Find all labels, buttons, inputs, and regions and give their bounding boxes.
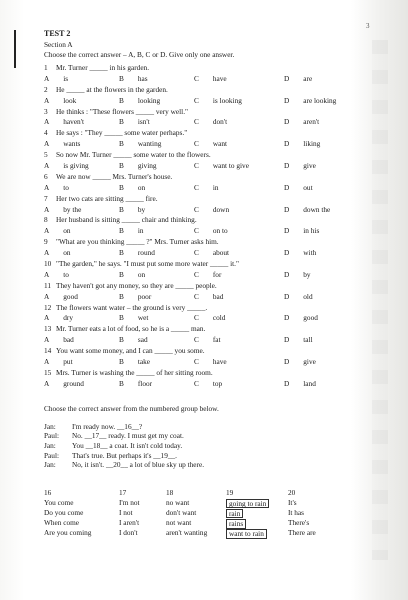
option-d	[284, 206, 330, 213]
option-a	[44, 184, 69, 191]
option-letter: A	[44, 270, 50, 279]
option-c	[194, 140, 227, 147]
option-text: is	[63, 74, 69, 83]
option-a	[44, 97, 76, 104]
table-cell: I don't	[119, 528, 138, 538]
option-d	[284, 227, 319, 234]
option-text: liking	[303, 140, 321, 149]
option-text: by	[137, 205, 146, 214]
option-letter: B	[119, 118, 124, 127]
option-letter: D	[284, 249, 290, 258]
table-cell: don't want	[166, 508, 197, 518]
option-text: want	[212, 140, 228, 149]
question-text: The flowers want water – the ground is very _____.	[56, 303, 208, 312]
question-number: 11	[44, 281, 52, 290]
test-content	[44, 30, 366, 540]
option-a	[44, 227, 71, 234]
option-text: ground	[63, 379, 84, 388]
option-text: want to give	[212, 162, 249, 171]
option-c	[194, 271, 221, 278]
question-number: 1	[44, 64, 48, 72]
question-stem	[44, 86, 366, 97]
answer-options	[44, 293, 366, 304]
option-a	[44, 380, 84, 387]
option-d	[284, 314, 318, 321]
option-d	[284, 140, 320, 147]
question-text: "The garden," he says. "I must put some more water _____ it."	[56, 260, 239, 269]
option-text: wanting	[137, 140, 162, 149]
answer-options	[44, 206, 366, 217]
question-number: 4	[44, 129, 48, 138]
option-text: giving	[137, 162, 157, 171]
option-text: give	[303, 358, 316, 367]
option-text: on	[63, 227, 71, 236]
option-d	[284, 162, 316, 169]
option-text: out	[303, 183, 313, 192]
question-stem	[44, 325, 366, 336]
option-b	[119, 293, 151, 300]
option-letter: C	[194, 162, 199, 171]
question-stem	[44, 216, 366, 227]
answer-options	[44, 140, 366, 151]
question-stem	[44, 304, 366, 315]
question-stem	[44, 64, 366, 75]
table-cell: aren't wanting	[166, 528, 208, 538]
option-c	[194, 249, 229, 256]
option-b	[119, 75, 148, 82]
option-d	[284, 75, 312, 82]
option-b	[119, 227, 144, 234]
option-letter: B	[119, 379, 124, 388]
answer-options	[44, 227, 366, 238]
option-letter: C	[194, 358, 199, 367]
option-text: with	[303, 249, 317, 258]
option-letter: C	[194, 336, 199, 345]
question-stem	[44, 195, 366, 206]
option-letter: C	[194, 314, 199, 323]
option-c	[194, 336, 221, 343]
option-d	[284, 271, 311, 278]
option-letter: C	[194, 140, 199, 149]
option-letter: A	[44, 96, 50, 105]
question-number: 10	[44, 260, 52, 269]
option-letter: C	[194, 118, 199, 127]
option-text: cold	[212, 314, 226, 323]
option-text: in his	[303, 227, 320, 236]
column-header: 16	[44, 487, 52, 497]
option-text: land	[303, 379, 316, 388]
option-a	[44, 293, 78, 300]
speaker-name: Jan:	[44, 460, 56, 470]
option-letter: C	[194, 205, 199, 214]
answer-options	[44, 380, 366, 391]
option-b	[119, 118, 150, 125]
answer-options	[44, 336, 366, 347]
option-text: bad	[212, 292, 224, 301]
speaker-name: Paul:	[44, 450, 59, 460]
question-text: He _____ at the flowers in the garden.	[56, 85, 168, 94]
option-b	[119, 314, 148, 321]
option-letter: D	[284, 183, 290, 192]
option-text: by	[303, 270, 311, 279]
option-letter: B	[119, 336, 124, 345]
option-letter: C	[194, 227, 199, 236]
table-cell: rains	[226, 519, 246, 528]
option-text: haven't	[63, 118, 85, 127]
option-a	[44, 358, 73, 365]
question-text: "What are you thinking _____ ?" Mrs. Turner asks him.	[56, 238, 219, 247]
option-c	[194, 184, 219, 191]
option-text: isn't	[137, 118, 150, 127]
dialogue-text: I'm ready now. __16__?	[72, 421, 143, 431]
option-letter: D	[284, 205, 290, 214]
option-text: don't	[212, 118, 228, 127]
question-text: They haven't got any money, so they are _____ people.	[56, 281, 217, 290]
question-text: Her two cats are sitting _____ fire.	[56, 194, 158, 203]
table-cell: Are you coming	[44, 528, 92, 538]
option-letter: A	[44, 205, 50, 214]
option-letter: B	[119, 183, 124, 192]
table-cell: want to rain	[226, 529, 267, 538]
option-b	[119, 162, 157, 169]
option-d	[284, 380, 316, 387]
question-stem	[44, 282, 366, 293]
question-stem	[44, 260, 366, 271]
option-a	[44, 140, 80, 147]
option-letter: A	[44, 314, 50, 323]
option-letter: D	[284, 379, 290, 388]
option-letter: B	[119, 292, 124, 301]
option-letter: D	[284, 336, 290, 345]
margin-pen-mark	[14, 30, 16, 68]
option-letter: B	[119, 162, 124, 171]
instruction-text: Choose the correct answer – A, B, C or D. Give only one answer.	[44, 50, 235, 59]
table-cell: I'm not	[119, 497, 140, 507]
dialogue-text: You __18__ a coat. It isn't cold today.	[72, 440, 183, 450]
option-text: is giving	[63, 162, 89, 171]
option-b	[119, 358, 150, 365]
option-letter: A	[44, 162, 50, 171]
option-text: put	[63, 358, 73, 367]
option-text: aren't	[303, 118, 320, 127]
table-cell: Do you come	[44, 508, 84, 518]
option-b	[119, 140, 161, 147]
column-header: 17	[119, 487, 127, 497]
option-letter: D	[284, 314, 290, 323]
option-a	[44, 314, 73, 321]
question-text: Mrs. Turner is washing the _____ of her sitting room.	[56, 368, 213, 377]
option-text: down the	[303, 205, 331, 214]
answer-options	[44, 358, 366, 369]
table-cell: It has	[288, 508, 305, 518]
option-letter: B	[119, 227, 124, 236]
option-text: are	[303, 74, 313, 83]
option-a	[44, 249, 71, 256]
option-a	[44, 206, 81, 213]
option-letter: B	[119, 270, 124, 279]
question-number: 14	[44, 347, 52, 356]
question-stem	[44, 173, 366, 184]
option-text: dry	[63, 314, 74, 323]
option-text: bad	[63, 336, 74, 345]
table-cell: not want	[166, 518, 192, 528]
option-a	[44, 162, 89, 169]
option-c	[194, 162, 249, 169]
question-stem	[44, 369, 366, 380]
question-number: 15	[44, 368, 52, 377]
option-text: has	[137, 74, 148, 83]
option-b	[119, 271, 145, 278]
speaker-name: Jan:	[44, 421, 56, 431]
option-text: wants	[63, 140, 81, 149]
option-letter: A	[44, 336, 50, 345]
option-letter: D	[284, 162, 290, 171]
instruction-text-2: Choose the correct answer from the numbered group below.	[44, 403, 219, 413]
option-b	[119, 336, 148, 343]
option-letter: D	[284, 227, 290, 236]
question-number: 12	[44, 303, 52, 312]
option-text: down	[212, 205, 230, 214]
question-stem	[44, 151, 366, 162]
option-text: old	[303, 292, 313, 301]
option-c	[194, 206, 229, 213]
answer-options	[44, 271, 366, 282]
question-number: 9	[44, 238, 48, 247]
page-number: 3	[366, 22, 370, 30]
speaker-name: Paul:	[44, 431, 59, 441]
option-letter: B	[119, 140, 124, 149]
option-text: fat	[212, 336, 221, 345]
option-d	[284, 293, 313, 300]
answer-options	[44, 162, 366, 173]
question-stem	[44, 108, 366, 119]
option-d	[284, 336, 313, 343]
dialogue-text: That's true. But perhaps it's __19__.	[72, 450, 177, 460]
column-header: 19	[226, 487, 234, 497]
question-stem	[44, 129, 366, 140]
question-text: He thinks : "These flowers _____ very well."	[56, 107, 189, 116]
option-c	[194, 118, 227, 125]
option-text: floor	[137, 379, 153, 388]
option-letter: C	[194, 249, 199, 258]
option-letter: D	[284, 270, 290, 279]
question-stem	[44, 238, 366, 249]
option-a	[44, 271, 69, 278]
table-cell: There's	[288, 518, 310, 528]
option-letter: A	[44, 183, 50, 192]
option-letter: B	[119, 314, 124, 323]
table-header-row	[44, 489, 366, 499]
question-text: So now Mr. Turner _____ some water to the flowers.	[56, 151, 211, 160]
option-text: look	[63, 96, 77, 105]
option-letter: A	[44, 227, 50, 236]
option-letter: C	[194, 270, 199, 279]
question-list	[44, 64, 366, 391]
option-a	[44, 118, 84, 125]
option-b	[119, 184, 145, 191]
option-letter: D	[284, 96, 290, 105]
option-c	[194, 358, 227, 365]
column-header: 18	[166, 487, 174, 497]
option-text: poor	[137, 292, 152, 301]
table-row	[44, 499, 366, 509]
page-bleed-through	[372, 40, 388, 560]
table-cell: rain	[226, 509, 243, 518]
answer-options	[44, 118, 366, 129]
dialogue-text: No. __17__ ready. I must get my coat.	[72, 431, 184, 441]
option-d	[284, 118, 319, 125]
option-letter: D	[284, 74, 290, 83]
option-letter: D	[284, 292, 290, 301]
table-cell: When come	[44, 518, 80, 528]
option-c	[194, 227, 228, 234]
option-text: on	[137, 270, 146, 279]
test-title: TEST 2	[44, 29, 71, 38]
question-text: We are now _____ Mrs. Turner's house.	[56, 172, 173, 181]
question-stem	[44, 347, 366, 358]
dialogue	[44, 423, 366, 471]
option-letter: B	[119, 358, 124, 367]
option-text: wet	[137, 314, 149, 323]
option-text: have	[212, 74, 227, 83]
table-row	[44, 509, 366, 519]
option-a	[44, 336, 74, 343]
table-cell: There are	[288, 528, 316, 538]
question-number: 6	[44, 172, 48, 181]
answer-options	[44, 184, 366, 195]
section-heading: Section A	[44, 40, 73, 49]
table-cell: I aren't	[119, 518, 140, 528]
question-number: 3	[44, 107, 48, 116]
question-text: Mr. Turner _____ in his garden.	[56, 64, 150, 72]
option-text: is looking	[212, 96, 242, 105]
option-text: looking	[137, 96, 161, 105]
option-c	[194, 75, 227, 82]
option-c	[194, 97, 242, 104]
table-cell: going to rain	[226, 499, 269, 508]
option-text: have	[212, 358, 227, 367]
option-text: tall	[303, 336, 313, 345]
option-text: to	[63, 270, 69, 279]
option-c	[194, 380, 222, 387]
question-text: Mr. Turner eats a lot of food, so he is a _____ man.	[56, 325, 206, 334]
option-text: take	[137, 358, 151, 367]
question-number: 13	[44, 325, 52, 334]
option-text: round	[137, 249, 155, 258]
dialogue-text: No, it isn't. __20__ a lot of blue sky up there.	[72, 460, 205, 470]
option-text: to	[63, 183, 69, 192]
dialogue-line	[44, 461, 366, 471]
option-text: are looking	[303, 96, 337, 105]
question-number: 8	[44, 216, 48, 225]
question-text: Her husband is sitting _____ chair and thinking.	[56, 216, 197, 225]
option-text: on	[137, 183, 146, 192]
option-letter: C	[194, 74, 199, 83]
table-cell: no want	[166, 497, 190, 507]
table-cell: I not	[119, 508, 133, 518]
question-number: 7	[44, 194, 48, 203]
column-header: 20	[288, 487, 296, 497]
option-letter: A	[44, 292, 50, 301]
option-letter: D	[284, 358, 290, 367]
answer-options	[44, 75, 366, 86]
option-b	[119, 380, 152, 387]
option-d	[284, 358, 316, 365]
option-letter: D	[284, 118, 290, 127]
option-text: top	[212, 379, 223, 388]
option-letter: C	[194, 183, 199, 192]
question-text: You want some money, and I can _____ you some.	[56, 347, 205, 356]
option-letter: A	[44, 249, 50, 258]
question-number: 5	[44, 151, 48, 160]
option-text: about	[212, 249, 230, 258]
option-text: in	[212, 183, 219, 192]
option-c	[194, 293, 223, 300]
table-cell: You come	[44, 497, 74, 507]
answer-options	[44, 314, 366, 325]
question-number: 2	[44, 85, 48, 94]
option-text: give	[303, 162, 316, 171]
option-d	[284, 249, 316, 256]
option-letter: A	[44, 74, 50, 83]
option-text: for	[212, 270, 222, 279]
option-c	[194, 314, 225, 321]
question-text: He says : "They _____ some water perhaps."	[56, 129, 188, 138]
option-text: by the	[63, 205, 82, 214]
option-d	[284, 184, 313, 191]
option-b	[119, 97, 160, 104]
option-letter: C	[194, 379, 199, 388]
option-letter: B	[119, 249, 124, 258]
table-row	[44, 529, 366, 539]
option-text: on	[63, 249, 71, 258]
option-d	[284, 97, 336, 104]
option-b	[119, 249, 155, 256]
answer-options-table	[44, 489, 366, 540]
option-letter: A	[44, 358, 50, 367]
option-letter: B	[119, 74, 124, 83]
option-letter: C	[194, 96, 199, 105]
option-text: sad	[137, 336, 148, 345]
option-letter: C	[194, 292, 199, 301]
option-a	[44, 75, 68, 82]
option-letter: B	[119, 205, 124, 214]
option-letter: D	[284, 140, 290, 149]
option-text: good	[303, 314, 318, 323]
option-letter: A	[44, 379, 50, 388]
option-b	[119, 206, 145, 213]
option-text: in	[137, 227, 144, 236]
option-letter: A	[44, 118, 50, 127]
speaker-name: Jan:	[44, 440, 56, 450]
table-cell: It's	[288, 497, 297, 507]
option-letter: A	[44, 140, 50, 149]
option-letter: B	[119, 96, 124, 105]
answer-options	[44, 97, 366, 108]
answer-options	[44, 249, 366, 260]
option-text: on to	[212, 227, 228, 236]
option-text: good	[63, 292, 78, 301]
